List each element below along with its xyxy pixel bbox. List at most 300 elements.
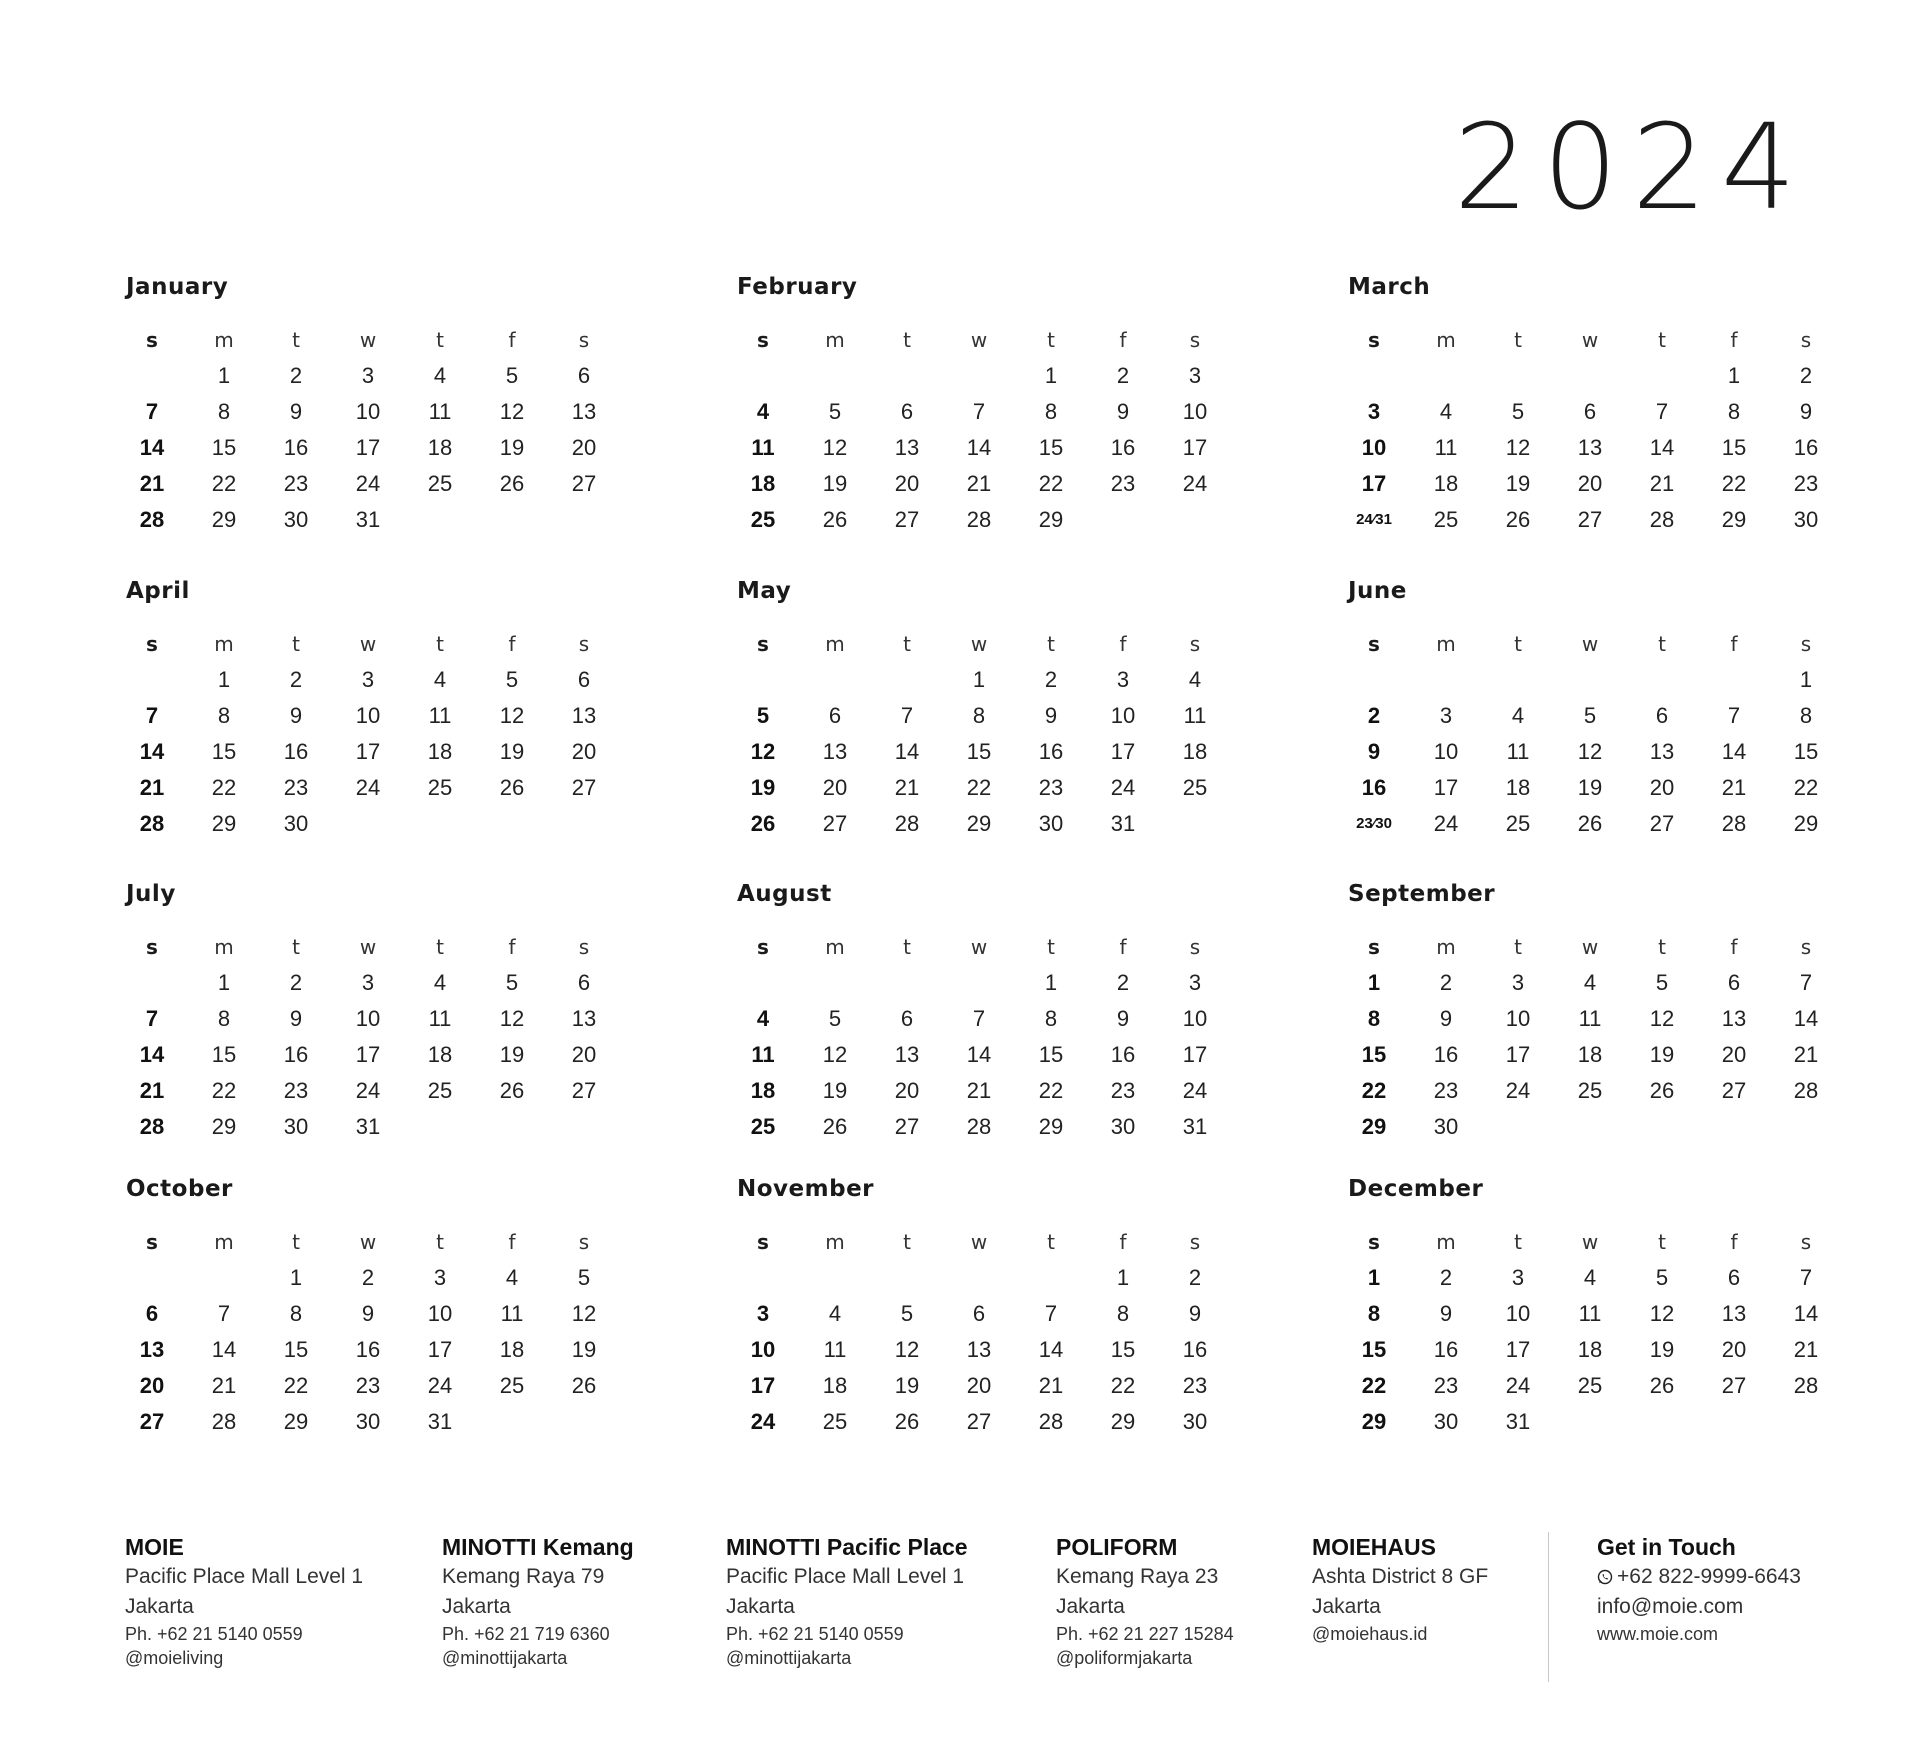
empty-day-cell bbox=[1554, 358, 1626, 394]
day-cell: 13 bbox=[571, 1006, 597, 1031]
day-cell: 21 bbox=[966, 1078, 992, 1103]
day-cell: 26 bbox=[750, 811, 776, 836]
weekday-header: f bbox=[1730, 328, 1738, 352]
day-cell: 31 bbox=[1182, 1114, 1208, 1139]
empty-day-cell bbox=[1338, 358, 1410, 394]
weekday-header: s bbox=[578, 1230, 590, 1254]
day-cell: 19 bbox=[1649, 1042, 1675, 1067]
empty-day-cell bbox=[548, 1404, 620, 1440]
weekday-header: t bbox=[903, 632, 911, 656]
day-cell: 10 bbox=[355, 703, 381, 728]
day-cell: 10 bbox=[1182, 1006, 1208, 1031]
day-cell: 26 bbox=[1649, 1078, 1675, 1103]
day-cell: 13 bbox=[894, 1042, 920, 1067]
day-cell: 28 bbox=[139, 507, 165, 532]
day-cell: 28 bbox=[1793, 1078, 1819, 1103]
store-social[interactable]: @moiehaus.id bbox=[1312, 1624, 1428, 1644]
weekday-header: s bbox=[1800, 935, 1812, 959]
day-cell: 22 bbox=[1038, 471, 1064, 496]
weekday-header: m bbox=[214, 1230, 234, 1254]
weekday-header: t bbox=[1514, 1230, 1522, 1254]
day-cell: 19 bbox=[822, 1078, 848, 1103]
day-cell: 16 bbox=[283, 435, 309, 460]
empty-day-cell bbox=[943, 965, 1015, 1001]
weekday-header: f bbox=[1119, 632, 1127, 656]
day-cell: 8 bbox=[1044, 1006, 1058, 1031]
day-cell: 24 bbox=[1433, 811, 1459, 836]
day-cell: 20 bbox=[1577, 471, 1603, 496]
day-cell: 3 bbox=[1188, 363, 1202, 388]
day-cell: 28 bbox=[139, 1114, 165, 1139]
day-cell: 13 bbox=[1721, 1006, 1747, 1031]
day-cell: 11 bbox=[751, 435, 775, 460]
weekday-header: t bbox=[1047, 1230, 1055, 1254]
day-cell: 29 bbox=[211, 1114, 237, 1139]
empty-day-cell bbox=[116, 1260, 188, 1296]
day-cell: 6 bbox=[900, 1006, 914, 1031]
day-cell: 7 bbox=[1655, 399, 1669, 424]
empty-day-cell bbox=[799, 358, 871, 394]
weekday-header: t bbox=[903, 328, 911, 352]
day-cell: 29 bbox=[1038, 1114, 1064, 1139]
day-cell: 18 bbox=[1577, 1337, 1603, 1362]
day-cell: 26 bbox=[499, 1078, 525, 1103]
empty-day-cell bbox=[1159, 502, 1231, 538]
weekday-header: f bbox=[1730, 1230, 1738, 1254]
weekday-header: w bbox=[970, 935, 988, 959]
day-cell: 13 bbox=[1649, 739, 1675, 764]
day-cell: 21 bbox=[139, 1078, 165, 1103]
day-cell: 26 bbox=[571, 1373, 597, 1398]
day-cell: 11 bbox=[1183, 703, 1207, 728]
day-cell: 4 bbox=[1583, 970, 1597, 995]
month-name: November bbox=[737, 1176, 875, 1202]
day-cell: 8 bbox=[1116, 1301, 1130, 1326]
weekday-header: s bbox=[578, 935, 590, 959]
day-cell: 5 bbox=[505, 970, 519, 995]
day-cell: 7 bbox=[1044, 1301, 1058, 1326]
day-cell: 20 bbox=[894, 471, 920, 496]
weekday-header: t bbox=[436, 1230, 444, 1254]
weekday-header: f bbox=[1119, 328, 1127, 352]
month-name: September bbox=[1348, 881, 1496, 907]
weekday-header: s bbox=[757, 1230, 769, 1254]
day-cell: 23 bbox=[283, 1078, 309, 1103]
month-day-grid bbox=[1338, 322, 1842, 538]
day-cell: 2 bbox=[1188, 1265, 1202, 1290]
day-cell: 1 bbox=[1367, 1265, 1381, 1290]
day-cell: 14 bbox=[1649, 435, 1675, 460]
empty-day-cell bbox=[727, 358, 799, 394]
empty-day-cell bbox=[476, 1404, 548, 1440]
day-cell: 25 bbox=[750, 1114, 776, 1139]
day-cell: 7 bbox=[217, 1301, 231, 1326]
empty-day-cell bbox=[404, 1109, 476, 1145]
empty-day-cell bbox=[188, 1260, 260, 1296]
empty-day-cell bbox=[1554, 1404, 1626, 1440]
day-cell: 21 bbox=[1793, 1337, 1819, 1362]
day-cell: 28 bbox=[1721, 811, 1747, 836]
day-cell: 31 bbox=[1110, 811, 1136, 836]
month-day-grid bbox=[116, 322, 620, 538]
store-name: POLIFORM bbox=[1056, 1534, 1178, 1560]
day-cell: 14 bbox=[894, 739, 920, 764]
day-cell: 16 bbox=[283, 739, 309, 764]
day-cell: 19 bbox=[750, 775, 776, 800]
day-cell: 3 bbox=[361, 667, 375, 692]
day-cell: 14 bbox=[139, 435, 165, 460]
empty-day-cell bbox=[1626, 1109, 1698, 1145]
weekday-header: m bbox=[825, 632, 845, 656]
weekday-header: s bbox=[1800, 1230, 1812, 1254]
day-cell: 14 bbox=[966, 435, 992, 460]
day-cell: 6 bbox=[1583, 399, 1597, 424]
day-cell: 27 bbox=[966, 1409, 992, 1434]
day-cell: 26 bbox=[1577, 811, 1603, 836]
empty-day-cell bbox=[1482, 1109, 1554, 1145]
store-social[interactable]: @poliformjakarta bbox=[1056, 1648, 1193, 1668]
store-address: Ashta District 8 GF bbox=[1312, 1565, 1489, 1588]
day-cell: 20 bbox=[1649, 775, 1675, 800]
weekday-header: s bbox=[757, 935, 769, 959]
day-cell: 17 bbox=[1182, 435, 1208, 460]
day-cell: 31 bbox=[427, 1409, 453, 1434]
empty-day-cell bbox=[116, 965, 188, 1001]
day-cell: 22 bbox=[1361, 1373, 1387, 1398]
day-cell: 19 bbox=[1577, 775, 1603, 800]
day-cell: 6 bbox=[577, 363, 591, 388]
weekday-header: w bbox=[970, 328, 988, 352]
day-cell: 6 bbox=[828, 703, 842, 728]
day-cell: 19 bbox=[822, 471, 848, 496]
weekday-header: w bbox=[359, 935, 377, 959]
day-cell: 5 bbox=[1511, 399, 1525, 424]
day-cell: 24 bbox=[427, 1373, 453, 1398]
day-cell: 6 bbox=[1727, 970, 1741, 995]
day-cell: 3 bbox=[1367, 399, 1381, 424]
weekday-header: s bbox=[1800, 632, 1812, 656]
day-cell: 1 bbox=[217, 667, 231, 692]
day-cell: 11 bbox=[1578, 1006, 1602, 1031]
weekday-header: w bbox=[1581, 328, 1599, 352]
day-cell: 18 bbox=[1577, 1042, 1603, 1067]
empty-day-cell bbox=[799, 1260, 871, 1296]
empty-day-cell bbox=[727, 965, 799, 1001]
day-cell: 30 bbox=[283, 507, 309, 532]
day-cell: 4 bbox=[756, 1006, 770, 1031]
day-cell: 11 bbox=[751, 1042, 775, 1067]
day-cell: 18 bbox=[750, 471, 776, 496]
day-cell: 8 bbox=[289, 1301, 303, 1326]
year-title: 2024 bbox=[1453, 98, 1810, 236]
weekday-header: f bbox=[1119, 1230, 1127, 1254]
day-cell: 14 bbox=[1038, 1337, 1064, 1362]
day-cell: 4 bbox=[1188, 667, 1202, 692]
weekday-header: t bbox=[436, 935, 444, 959]
day-cell: 18 bbox=[750, 1078, 776, 1103]
day-cell: 8 bbox=[1367, 1301, 1381, 1326]
weekday-header: s bbox=[757, 632, 769, 656]
day-cell: 2 bbox=[1116, 970, 1130, 995]
day-cell: 11 bbox=[1434, 435, 1458, 460]
day-cell: 4 bbox=[505, 1265, 519, 1290]
day-cell: 6 bbox=[577, 667, 591, 692]
day-cell: 21 bbox=[894, 775, 920, 800]
day-cell: 1 bbox=[1116, 1265, 1130, 1290]
day-cell: 31 bbox=[355, 507, 381, 532]
day-cell: 31 bbox=[1505, 1409, 1531, 1434]
day-cell: 5 bbox=[900, 1301, 914, 1326]
store-address: Pacific Place Mall Level 1 bbox=[726, 1565, 965, 1588]
month-name: May bbox=[737, 578, 792, 604]
day-cell: 24 bbox=[355, 471, 381, 496]
day-cell: 26 bbox=[822, 1114, 848, 1139]
day-cell: 8 bbox=[217, 399, 231, 424]
day-cell: 10 bbox=[1110, 703, 1136, 728]
empty-day-cell bbox=[799, 662, 871, 698]
day-cell: 9 bbox=[1188, 1301, 1202, 1326]
day-cell: 16 bbox=[283, 1042, 309, 1067]
contact-block bbox=[1597, 1532, 1801, 1646]
empty-day-cell bbox=[1626, 1404, 1698, 1440]
contact-email[interactable]: info@moie.com bbox=[1597, 1595, 1744, 1618]
day-cell: 12 bbox=[822, 1042, 848, 1067]
weekday-header: t bbox=[1658, 1230, 1666, 1254]
contact-website[interactable]: www.moie.com bbox=[1597, 1624, 1719, 1644]
store-name: MINOTTI Pacific Place bbox=[726, 1534, 968, 1560]
contact-whatsapp[interactable] bbox=[1597, 1562, 1801, 1592]
day-cell: 18 bbox=[1505, 775, 1531, 800]
day-cell: 15 bbox=[283, 1337, 309, 1362]
day-cell: 17 bbox=[427, 1337, 453, 1362]
day-cell: 7 bbox=[972, 399, 986, 424]
day-cell: 27 bbox=[894, 507, 920, 532]
day-cell: 24 bbox=[1505, 1078, 1531, 1103]
day-cell: 2 bbox=[1044, 667, 1058, 692]
day-cell: 12 bbox=[1649, 1006, 1675, 1031]
day-cell: 11 bbox=[823, 1337, 847, 1362]
day-cell: 11 bbox=[428, 703, 452, 728]
store-minotti-pacific-place bbox=[726, 1532, 968, 1670]
day-cell: 7 bbox=[145, 703, 159, 728]
weekday-header: m bbox=[825, 935, 845, 959]
day-cell: 27 bbox=[139, 1409, 165, 1434]
day-cell: 8 bbox=[1367, 1006, 1381, 1031]
day-cell: 16 bbox=[355, 1337, 381, 1362]
month-day-grid bbox=[1338, 1224, 1842, 1440]
day-cell: 3 bbox=[1116, 667, 1130, 692]
day-cell: 7 bbox=[1727, 703, 1741, 728]
day-cell: 27 bbox=[822, 811, 848, 836]
empty-day-cell bbox=[332, 806, 404, 842]
store-social[interactable]: @minottijakarta bbox=[442, 1648, 568, 1668]
day-cell: 15 bbox=[211, 435, 237, 460]
store-social[interactable]: @minottijakarta bbox=[726, 1648, 852, 1668]
day-cell: 15 bbox=[966, 739, 992, 764]
day-cell: 22 bbox=[211, 471, 237, 496]
empty-day-cell bbox=[943, 358, 1015, 394]
day-cell: 1 bbox=[1799, 667, 1813, 692]
day-cell: 20 bbox=[139, 1373, 165, 1398]
day-cell: 5 bbox=[505, 667, 519, 692]
day-cell: 12 bbox=[894, 1337, 920, 1362]
day-cell: 12 bbox=[1505, 435, 1531, 460]
day-cell: 5 bbox=[1583, 703, 1597, 728]
day-cell: 12 bbox=[499, 399, 525, 424]
day-cell: 25 bbox=[750, 507, 776, 532]
weekday-header: s bbox=[1368, 935, 1380, 959]
weekday-header: s bbox=[1368, 1230, 1380, 1254]
empty-day-cell bbox=[476, 806, 548, 842]
day-cell: 2 bbox=[1439, 1265, 1453, 1290]
weekday-header: s bbox=[1189, 935, 1201, 959]
day-cell: 21 bbox=[1793, 1042, 1819, 1067]
day-cell: 2 bbox=[361, 1265, 375, 1290]
day-cell: 29 bbox=[1038, 507, 1064, 532]
weekday-header: f bbox=[508, 1230, 516, 1254]
empty-day-cell bbox=[1482, 358, 1554, 394]
day-cell: 16 bbox=[1110, 1042, 1136, 1067]
day-cell: 21 bbox=[1649, 471, 1675, 496]
day-cell: 25 bbox=[427, 471, 453, 496]
day-cell: 5 bbox=[1655, 970, 1669, 995]
month-name: August bbox=[737, 881, 832, 907]
day-cell: 15 bbox=[1721, 435, 1747, 460]
day-cell: 16 bbox=[1433, 1337, 1459, 1362]
empty-day-cell bbox=[1410, 358, 1482, 394]
day-cell: 10 bbox=[750, 1337, 776, 1362]
day-cell: 8 bbox=[217, 1006, 231, 1031]
day-cell: 29 bbox=[211, 811, 237, 836]
day-cell: 1 bbox=[1727, 363, 1741, 388]
footer bbox=[0, 1532, 1920, 1692]
day-cell: 26 bbox=[822, 507, 848, 532]
day-cell: 14 bbox=[139, 1042, 165, 1067]
day-cell: 3 bbox=[433, 1265, 447, 1290]
day-cell: 20 bbox=[571, 1042, 597, 1067]
weekday-header: s bbox=[146, 1230, 158, 1254]
weekday-header: t bbox=[1514, 328, 1522, 352]
empty-day-cell bbox=[1554, 662, 1626, 698]
day-cell: 27 bbox=[1721, 1373, 1747, 1398]
store-address: Kemang Raya 79 bbox=[442, 1565, 605, 1588]
weekday-header: t bbox=[292, 1230, 300, 1254]
day-cell: 21 bbox=[139, 775, 165, 800]
day-cell: 16 bbox=[1793, 435, 1819, 460]
day-cell: 27 bbox=[571, 775, 597, 800]
day-cell: 2 bbox=[289, 363, 303, 388]
day-cell: 9 bbox=[1116, 1006, 1130, 1031]
empty-day-cell bbox=[116, 662, 188, 698]
empty-day-cell bbox=[116, 358, 188, 394]
empty-day-cell bbox=[1626, 662, 1698, 698]
day-cell: 12 bbox=[499, 703, 525, 728]
day-cell: 25 bbox=[1577, 1078, 1603, 1103]
day-cell: 17 bbox=[750, 1373, 776, 1398]
month-day-grid bbox=[727, 929, 1231, 1145]
day-cell: 23 bbox=[1038, 775, 1064, 800]
day-cell: 5 bbox=[756, 703, 770, 728]
footer-divider bbox=[1548, 1532, 1549, 1682]
day-cell: 8 bbox=[1727, 399, 1741, 424]
day-cell: 18 bbox=[427, 435, 453, 460]
day-cell: 2 bbox=[1116, 363, 1130, 388]
store-address: Kemang Raya 23 bbox=[1056, 1565, 1219, 1588]
weekday-header: w bbox=[970, 632, 988, 656]
day-cell: 9 bbox=[1439, 1301, 1453, 1326]
day-cell: 7 bbox=[972, 1006, 986, 1031]
day-cell: 27 bbox=[894, 1114, 920, 1139]
month-name: December bbox=[1348, 1176, 1484, 1202]
day-cell: 3 bbox=[361, 363, 375, 388]
day-cell: 18 bbox=[1182, 739, 1208, 764]
day-cell: 24 bbox=[1182, 1078, 1208, 1103]
day-cell: 15 bbox=[1038, 435, 1064, 460]
day-cell: 28 bbox=[139, 811, 165, 836]
day-cell: 27 bbox=[571, 471, 597, 496]
day-cell: 22 bbox=[211, 775, 237, 800]
day-cell: 25 bbox=[1505, 811, 1531, 836]
empty-day-cell bbox=[799, 965, 871, 1001]
day-cell: 13 bbox=[571, 399, 597, 424]
day-cell: 23 bbox=[1110, 1078, 1136, 1103]
weekday-header: t bbox=[1658, 328, 1666, 352]
day-cell: 23 bbox=[283, 775, 309, 800]
day-cell: 11 bbox=[1506, 739, 1530, 764]
day-cell: 6 bbox=[1655, 703, 1669, 728]
day-cell: 10 bbox=[1182, 399, 1208, 424]
day-cell: 28 bbox=[211, 1409, 237, 1434]
empty-day-cell bbox=[727, 662, 799, 698]
day-cell: 15 bbox=[1361, 1337, 1387, 1362]
day-cell: 30 bbox=[1793, 507, 1819, 532]
day-cell: 13 bbox=[894, 435, 920, 460]
empty-day-cell bbox=[1698, 1404, 1770, 1440]
day-cell: 29 bbox=[1110, 1409, 1136, 1434]
day-cell: 2 bbox=[1799, 363, 1813, 388]
store-name: MOIE bbox=[125, 1534, 184, 1560]
day-cell: 12 bbox=[499, 1006, 525, 1031]
day-cell: 6 bbox=[972, 1301, 986, 1326]
day-cell: 21 bbox=[211, 1373, 237, 1398]
day-cell: 18 bbox=[822, 1373, 848, 1398]
store-social[interactable]: @moieliving bbox=[125, 1648, 224, 1668]
day-cell: 9 bbox=[361, 1301, 375, 1326]
store-city: Jakarta bbox=[1056, 1595, 1125, 1618]
day-cell: 12 bbox=[1577, 739, 1603, 764]
day-cell: 20 bbox=[571, 739, 597, 764]
day-cell: 11 bbox=[1578, 1301, 1602, 1326]
day-cell: 10 bbox=[355, 1006, 381, 1031]
day-cell: 29 bbox=[211, 507, 237, 532]
day-cell: 17 bbox=[355, 1042, 381, 1067]
day-cell: 19 bbox=[571, 1337, 597, 1362]
weekday-header: m bbox=[825, 328, 845, 352]
weekday-header: m bbox=[214, 632, 234, 656]
day-cell: 28 bbox=[966, 1114, 992, 1139]
day-cell: 28 bbox=[1793, 1373, 1819, 1398]
day-cell: 17 bbox=[1505, 1042, 1531, 1067]
store-city: Jakarta bbox=[726, 1595, 795, 1618]
day-cell: 15 bbox=[1110, 1337, 1136, 1362]
weekday-header: f bbox=[508, 632, 516, 656]
day-cell: 15 bbox=[211, 739, 237, 764]
day-cell: 17 bbox=[355, 435, 381, 460]
weekday-header: m bbox=[214, 935, 234, 959]
month-name: January bbox=[126, 274, 229, 300]
day-cell: 30 bbox=[1038, 811, 1064, 836]
day-cell: 13 bbox=[1577, 435, 1603, 460]
